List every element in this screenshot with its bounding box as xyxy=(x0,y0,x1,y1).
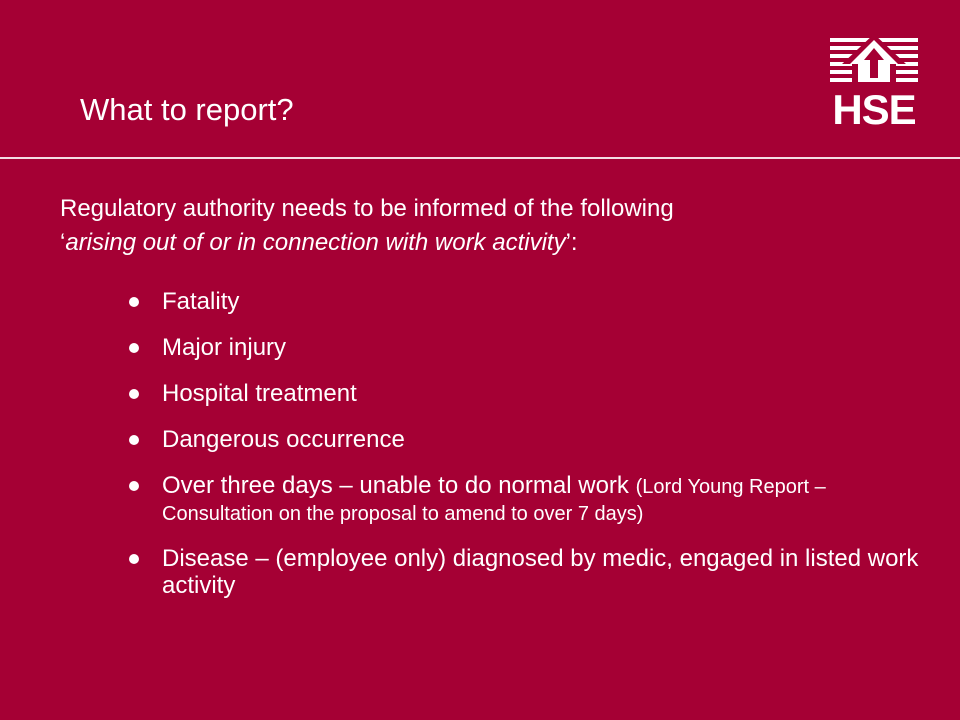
list-item-fatality xyxy=(126,288,926,315)
list-item-text: Over three days – unable to do normal work xyxy=(162,472,636,499)
intro-line-2 xyxy=(60,226,674,260)
bullet-icon xyxy=(129,389,139,399)
list-item-text: Major injury xyxy=(162,334,287,361)
bullet-icon xyxy=(129,554,139,564)
list-item-note: (Lord Young Report – Consultation on the proposal to amend to over 7 days) xyxy=(162,476,826,525)
bullet-icon xyxy=(129,481,139,491)
list-item-dangerous-occurrence xyxy=(126,426,926,453)
intro-quote-close: ’: xyxy=(565,229,578,256)
list-item-text: Disease – (employee only) diagnosed by medic, engaged in listed work activity xyxy=(162,545,919,599)
list-item-text: Dangerous occurrence xyxy=(162,426,405,453)
hse-logo xyxy=(826,34,922,133)
intro-text xyxy=(60,192,674,260)
list-item-over-three-days xyxy=(126,472,926,526)
hse-house-logo-icon xyxy=(826,34,922,94)
intro-line-1: Regulatory authority needs to be informed of the following xyxy=(60,195,674,222)
title-divider xyxy=(0,157,960,159)
bullet-icon xyxy=(129,435,139,445)
intro-quote-text: arising out of or in connection with work activity xyxy=(65,229,566,256)
list-item-major-injury xyxy=(126,334,926,361)
bullet-icon xyxy=(129,343,139,353)
list-item-text: Hospital treatment xyxy=(162,380,357,407)
list-item-text: Fatality xyxy=(162,288,240,315)
slide-title: What to report? xyxy=(80,92,294,127)
bullet-icon xyxy=(129,297,139,307)
report-items-list xyxy=(126,288,926,618)
intro-quote-open: ‘ xyxy=(60,229,66,256)
hse-logo-text: HSE xyxy=(832,86,916,133)
list-item-hospital-treatment xyxy=(126,380,926,407)
list-item-disease xyxy=(126,545,926,599)
